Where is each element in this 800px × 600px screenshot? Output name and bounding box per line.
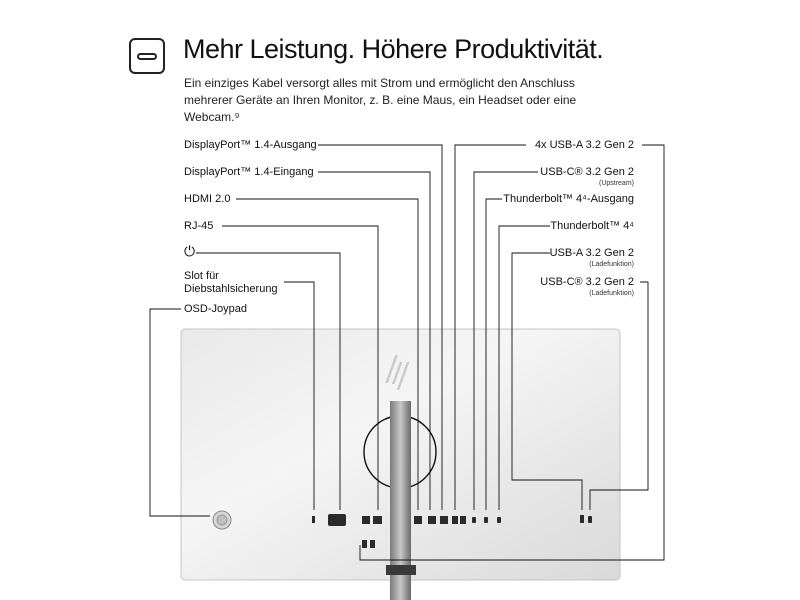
dp-in-port (428, 516, 436, 524)
label-usbc-up-text: USB-C® 3.2 Gen 2 (540, 166, 634, 178)
lock-slot-port (312, 516, 315, 523)
label-usbc-charge (540, 276, 634, 298)
usb-a-port-1 (452, 516, 458, 524)
label-rj45: RJ-45 (184, 220, 214, 232)
label-slot-line1: Slot für (184, 270, 219, 282)
usb-c-charge-port (588, 516, 592, 523)
label-usba-4x: 4x USB-A 3.2 Gen 2 (534, 139, 634, 151)
usb-a-charge-port (580, 515, 584, 523)
tb4-port (497, 517, 501, 523)
power-port (328, 514, 346, 526)
label-usba-charge-text: USB-A 3.2 Gen 2 (549, 247, 634, 259)
label-slot-line2: Diebstahlsicherung (184, 283, 278, 295)
label-usbc-up-sub: (Upstream) (598, 180, 634, 187)
page-subtitle: Ein einziges Kabel versorgt alles mit Strom und ermöglicht den Anschluss mehrerer Geräte an Ihren Monitor, z. B. eine Maus, ein Headset oder eine Webcam.⁹ (184, 76, 577, 124)
power-plug-icon: ⏻ (184, 243, 196, 259)
label-usbc-charge-sub: (Ladefunktion) (589, 290, 634, 297)
label-usba-charge (550, 247, 634, 269)
dp-out-port (440, 516, 448, 524)
hdmi-port (414, 516, 422, 524)
label-dp-out: DisplayPort™ 1.4-Ausgang (184, 139, 317, 151)
label-tb4: Thunderbolt™ 4⁴ (550, 220, 634, 232)
label-usbc-up (540, 166, 634, 188)
usb-c-port-up (472, 517, 476, 523)
usb-a-port-2 (460, 516, 466, 524)
label-usba-charge-sub: (Ladefunktion) (589, 261, 634, 268)
label-usbc-charge-text: USB-C® 3.2 Gen 2 (540, 276, 634, 288)
rj45-port-b (373, 516, 382, 524)
label-osd: OSD-Joypad (184, 303, 247, 315)
label-tb-out: Thunderbolt™ 4⁴-Ausgang (503, 193, 634, 205)
tb-out-port (484, 517, 488, 523)
label-hdmi: HDMI 2.0 (184, 193, 231, 205)
page-title: Mehr Leistung. Höhere Produktivität. (183, 34, 604, 64)
label-dp-in: DisplayPort™ 1.4-Eingang (184, 166, 314, 178)
rj45-port-a (362, 516, 370, 524)
